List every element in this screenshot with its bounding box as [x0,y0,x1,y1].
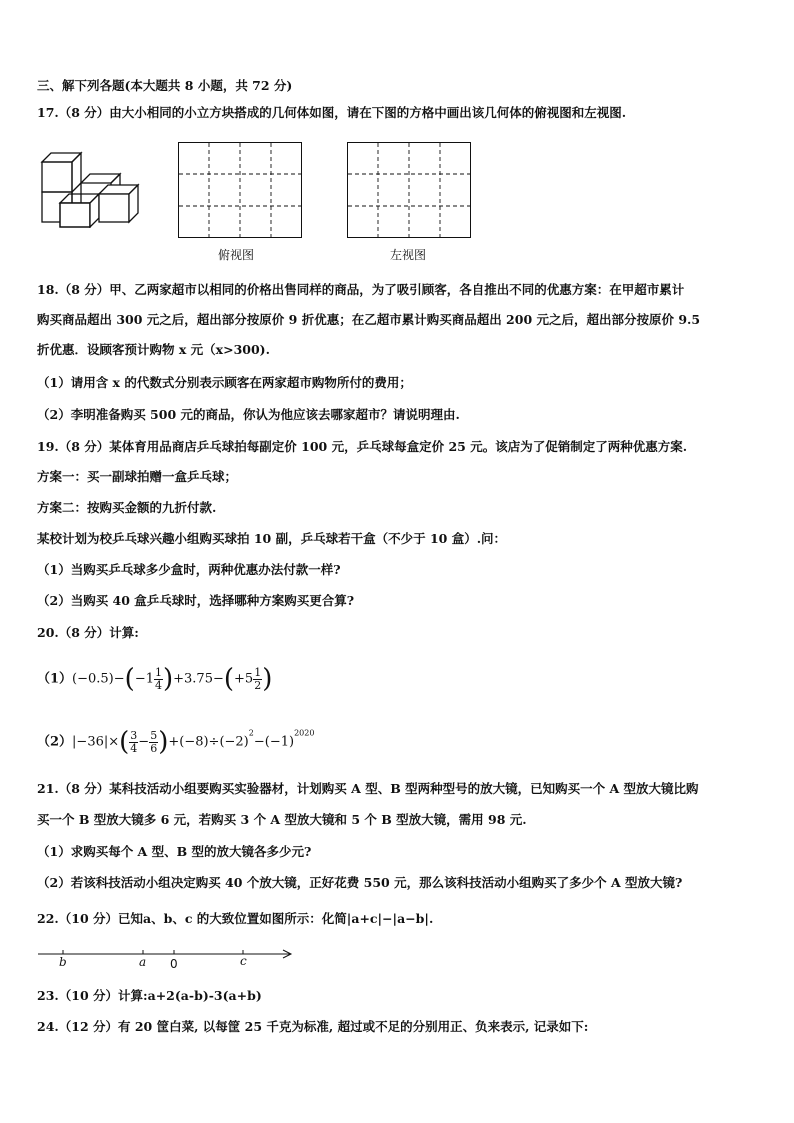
q18-line1: 18.（8 分）甲、乙两家超市以相同的价格出售同样的商品，为了吸引顾客，各自推出不同的优惠方案：在甲超市累计 [37,282,685,297]
q19-plan2: 方案二：按购买金额的九折付款. [37,500,217,515]
q21-sub1: （1）求购买每个 A 型、B 型的放大镜各多少元? [37,844,312,859]
q19-plan1: 方案一：买一副球拍赠一盒乒乓球； [37,469,238,484]
q21-line1: 21.（8 分）某科技活动小组要购买实验器材，计划购买 A 型、B 型两种型号的放大镜，已知购买一个 A 型放大镜比购 [37,781,699,796]
section-title: 三、解下列各题(本大题共 8 小题，共 72 分) [37,78,293,93]
left-view-grid[interactable] [347,142,473,239]
origin-label: 0 [170,957,178,971]
q20-expression-1: （1）(−0.5)−(−1 $\frac{1}{4}$ )+3.75−(+5 $\frac{1}{2}$ ) [37,664,273,694]
q20-title: 20.（8 分）计算: [37,625,139,640]
point-b-label: b [59,955,67,969]
cube-figure [38,146,144,228]
left-view-caption: 左视图 [390,248,427,262]
point-c-label: c [240,954,247,968]
q20-expression-2: （2）|−36|×( $\frac{3}{4}$ − $\frac{5}{6}$ )$+(-8)\div(-2)^2-(-1)^{2020}$ [37,727,315,757]
number-line [36,944,298,974]
q23-text: 23.（10 分）计算:a+2(a-b)-3(a+b) [37,988,262,1003]
q18-sub2: （2）李明准备购买 500 元的商品，你认为他应该去哪家超市？请说明理由. [37,407,460,422]
q19-line2: 某校计划为校乒乓球兴趣小组购买球拍 10 副，乒乓球若干盒（不少于 10 盒）.问： [37,531,507,546]
point-a-label: a [139,955,147,969]
q24-text: 24.（12 分）有 20 筐白菜, 以每筐 25 千克为标准, 超过或不足的分别用正、负来表示, 记录如下: [37,1019,589,1034]
q18-line2: 购买商品超出 300 元之后，超出部分按原价 9 折优惠；在乙超市累计购买商品超出 200 元之后，超出部分按原价 9.5 [37,312,701,327]
q18-line3: 折优惠．设顾客预计购物 x 元（x>300). [37,342,270,357]
q17-text: 17.（8 分）由大小相同的小立方块搭成的几何体如图，请在下图的方格中画出该几何体的俯视图和左视图. [37,105,627,120]
q18-sub1: （1）请用含 x 的代数式分别表示顾客在两家超市购物所付的费用； [37,375,412,390]
q22-text: 22.（10 分）已知a、b、c 的大致位置如图所示：化简|a+c|−|a−b|. [37,911,434,926]
q19-sub2: （2）当购买 40 盒乒乓球时，选择哪种方案购买更合算? [37,593,355,608]
q21-sub2: （2）若该科技活动小组决定购买 40 个放大镜，正好花费 550 元，那么该科技活动小组购买了多少个 A 型放大镜? [37,875,683,890]
top-view-caption: 俯视图 [218,248,255,262]
top-view-grid[interactable] [178,142,304,239]
q21-line2: 买一个 B 型放大镜多 6 元，若购买 3 个 A 型放大镜和 5 个 B 型放大镜，需用 98 元. [37,812,527,827]
q19-line1: 19.（8 分）某体育用品商店乒乓球拍每副定价 100 元，乒乓球每盒定价 25 元。该店为了促销制定了两种优惠方案. [37,439,688,454]
q19-sub1: （1）当购买乒乓球多少盒时，两种优惠办法付款一样? [37,562,341,577]
